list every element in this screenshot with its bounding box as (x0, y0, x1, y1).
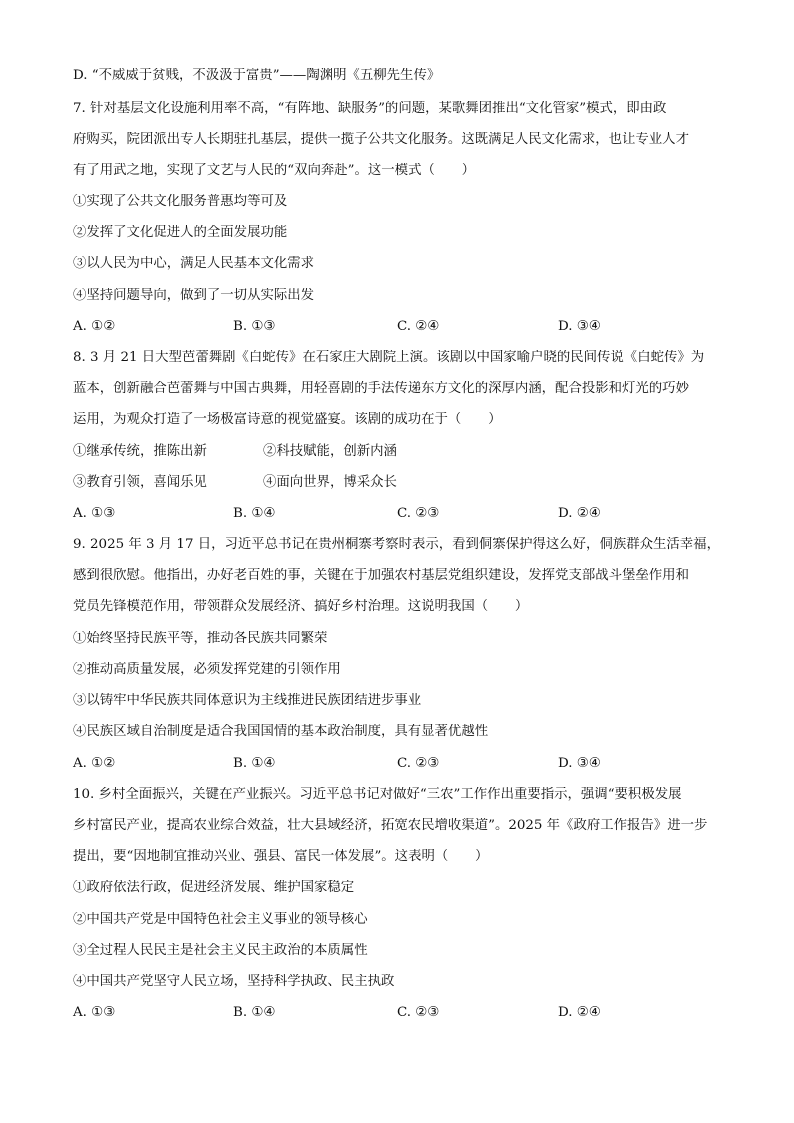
q8-statements-row-1 (73, 444, 723, 460)
q10-option-a[interactable]: A. ①③ (73, 1005, 116, 1020)
q10-stem-line-2: 乡村富民产业，提高农业综合效益，壮大县域经济，拓宽农民增收渠道”。2025 年《政府工作报告》进一步 (73, 818, 708, 833)
q8-option-b[interactable]: B. ①④ (233, 506, 276, 521)
q8-options (73, 506, 723, 522)
q7-option-d[interactable]: D. ③④ (558, 319, 601, 334)
q8-statement-4: ④面向世界，博采众长 (263, 475, 397, 490)
q10-statement-1: ①政府依法行政，促进经济发展、维护国家稳定 (73, 880, 355, 895)
q7-stem-line-3: 有了用武之地，实现了文艺与人民的“双向奔赴”。这一模式（ ） (73, 163, 476, 178)
q7-option-c[interactable]: C. ②④ (397, 319, 440, 334)
q7-statement-3: ③以人民为中心，满足人民基本文化需求 (73, 256, 315, 271)
q8-statement-3: ③教育引领，喜闻乐见 (73, 475, 207, 490)
q8-option-c[interactable]: C. ②③ (397, 506, 440, 521)
q9-statement-3: ③以铸牢中华民族共同体意识为主线推进民族团结进步事业 (73, 693, 422, 708)
q9-stem-line-3: 党员先锋模范作用，带领群众发展经济、搞好乡村治理。这说明我国（ ） (73, 599, 529, 614)
q8-statement-1: ①继承传统，推陈出新 (73, 444, 207, 459)
q10-statement-2: ②中国共产党是中国特色社会主义事业的领导核心 (73, 912, 368, 927)
q10-statement-3: ③全过程人民民主是社会主义民主政治的本质属性 (73, 943, 368, 958)
q8-stem-line-3: 运用，为观众打造了一场极富诗意的视觉盛宴。该剧的成功在于（ ） (73, 412, 502, 427)
q9-option-d[interactable]: D. ③④ (558, 756, 601, 771)
q9-stem-line-2: 感到很欣慰。他指出，办好老百姓的事，关键在于加强农村基层党组织建设，发挥党支部战斗堡垒作用和 (73, 568, 689, 583)
q10-options (73, 1005, 723, 1021)
q7-option-b[interactable]: B. ①③ (233, 319, 276, 334)
q8-option-d[interactable]: D. ②④ (558, 506, 601, 521)
q9-statement-1: ①始终坚持民族平等，推动各民族共同繁荣 (73, 631, 328, 646)
q7-statement-2: ②发挥了文化促进人的全面发展功能 (73, 225, 288, 240)
q7-statement-1: ①实现了公共文化服务普惠均等可及 (73, 194, 288, 209)
q7-stem-line-1: 7. 针对基层文化设施利用率不高，“有阵地、缺服务”的问题，某歌舞团推出“文化管家”模式，即由政 (73, 101, 667, 116)
q10-option-c[interactable]: C. ②③ (397, 1005, 440, 1020)
q7-stem-line-2: 府购买，院团派出专人长期驻扎基层，提供一揽子公共文化服务。这既满足人民文化需求，也让专业人才 (73, 132, 689, 147)
q9-option-a[interactable]: A. ①② (73, 756, 116, 771)
q8-stem-line-1: 8. 3 月 21 日大型芭蕾舞剧《白蛇传》在石家庄大剧院上演。该剧以中国家喻户晓的民间传说《白蛇传》为 (73, 350, 705, 365)
q8-statement-2: ②科技赋能，创新内涵 (263, 444, 397, 459)
q8-statements-row-2 (73, 475, 723, 491)
q10-option-d[interactable]: D. ②④ (558, 1005, 601, 1020)
q9-statement-4: ④民族区域自治制度是适合我国国情的基本政治制度，具有显著优越性 (73, 724, 489, 739)
q8-stem-line-2: 蓝本，创新融合芭蕾舞与中国古典舞，用轻喜剧的手法传递东方文化的深厚内涵，配合投影和灯光的巧妙 (73, 381, 689, 396)
q10-stem-line-1: 10. 乡村全面振兴，关键在产业振兴。习近平总书记对做好“三农”工作作出重要指示，强调“要积极发展 (73, 787, 682, 802)
q10-option-b[interactable]: B. ①④ (233, 1005, 276, 1020)
q7-option-a[interactable]: A. ①② (73, 319, 116, 334)
q9-option-b[interactable]: B. ①④ (233, 756, 276, 771)
q6-option-d: D. “不威威于贫贱，不汲汲于富贵”——陶渊明《五柳先生传》 (73, 68, 441, 83)
q9-option-c[interactable]: C. ②③ (397, 756, 440, 771)
q7-options (73, 319, 723, 335)
q9-stem-line-1: 9. 2025 年 3 月 17 日，习近平总书记在贵州桐寨考察时表示，看到侗寨保护得这么好，侗族群众生活幸福， (73, 537, 720, 552)
q10-stem-line-3: 提出，要“因地制宜推动兴业、强县、富民一体发展”。这表明（ ） (73, 849, 489, 864)
q9-options (73, 756, 723, 772)
q8-option-a[interactable]: A. ①③ (73, 506, 116, 521)
q7-statement-4: ④坚持问题导向，做到了一切从实际出发 (73, 288, 315, 303)
q9-statement-2: ②推动高质量发展，必须发挥党建的引领作用 (73, 662, 341, 677)
q10-statement-4: ④中国共产党坚守人民立场，坚持科学执政、民主执政 (73, 974, 395, 989)
